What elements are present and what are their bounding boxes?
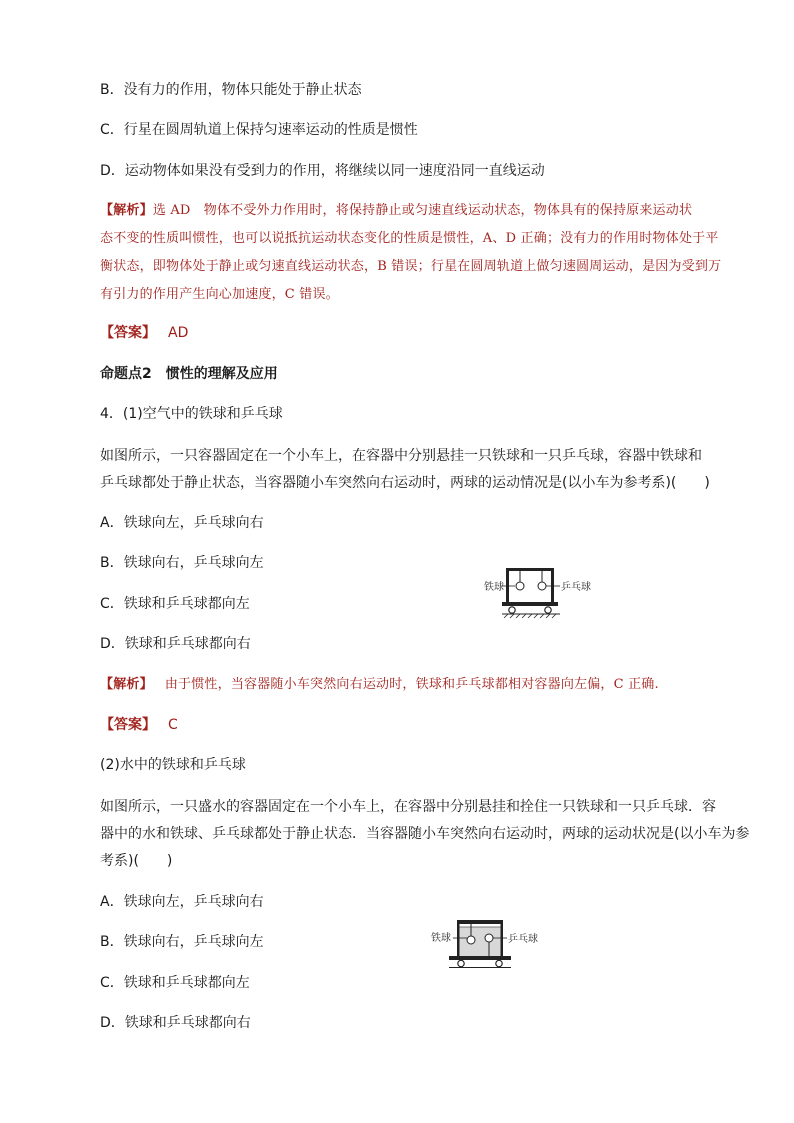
q4-2-stem-line-1: 如图所示，一只盛水的容器固定在一个小车上，在容器中分别悬挂和拴住一只铁球和一只乒乓球．容 bbox=[100, 799, 716, 815]
explanation-text: 由于惯性，当容器随小车突然向右运动时，铁球和乒乓球都相对容器向左偏，C 正确. bbox=[164, 677, 659, 692]
answer-value: AD bbox=[168, 325, 189, 341]
explanation-label: 【解析】 bbox=[100, 677, 153, 692]
q3-explanation-line-4: 有引力的作用产生向心加速度，C 错误。 bbox=[100, 287, 339, 302]
figure-label-iron: 铁球 bbox=[431, 933, 451, 944]
q3-option-c: C．行星在圆周轨道上保持匀速率运动的性质是惯性 bbox=[100, 122, 418, 138]
q4-2-option-a: A．铁球向左，乒乓球向右 bbox=[100, 894, 264, 910]
q4-2-stem-line-2: 器中的水和铁球、乒乓球都处于静止状态．当容器随小车突然向右运动时，两球的运动状况是(以小车为参 bbox=[100, 826, 750, 842]
q3-answer bbox=[100, 323, 188, 343]
explanation-text: 选 AD 物体不受外力作用时，将保持静止或匀速直线运动状态，物体具有的保持原来运动状 bbox=[152, 203, 693, 218]
q4-2-option-b: B．铁球向右，乒乓球向左 bbox=[100, 934, 264, 950]
q3-option-d: D．运动物体如果没有受到力的作用，将继续以同一速度沿同一直线运动 bbox=[100, 163, 545, 179]
q3-explanation-line-2: 态不变的性质叫惯性，也可以说抵抗运动状态变化的性质是惯性，A、D 正确；没有力的作用时物体处于平 bbox=[100, 231, 719, 246]
figure-water-cart bbox=[431, 918, 551, 972]
section-heading: 命题点2 惯性的理解及应用 bbox=[100, 366, 278, 382]
answer-label: 【答案】 bbox=[100, 717, 156, 733]
q4-2-stem-line-3: 考系)( ) bbox=[100, 853, 173, 869]
q4-stem-line-1: 如图所示，一只容器固定在一个小车上，在容器中分别悬挂一只铁球和一只乒乓球，容器中铁球和 bbox=[100, 448, 702, 464]
answer-value: C bbox=[168, 717, 178, 733]
figure-label-pingpong: 乒乓球 bbox=[508, 934, 538, 945]
q4-2-option-d: D．铁球和乒乓球都向右 bbox=[100, 1015, 251, 1031]
q4-2-option-c: C．铁球和乒乓球都向左 bbox=[100, 975, 250, 991]
q3-explanation-line-1 bbox=[100, 201, 692, 221]
q4-option-a: A．铁球向左，乒乓球向右 bbox=[100, 515, 264, 531]
q4-option-d: D．铁球和乒乓球都向右 bbox=[100, 636, 251, 652]
q3-option-b: B．没有力的作用，物体只能处于静止状态 bbox=[100, 82, 362, 98]
q4-option-c: C．铁球和乒乓球都向左 bbox=[100, 596, 250, 612]
q4-stem-line-2: 乒乓球都处于静止状态，当容器随小车突然向右运动时，两球的运动情况是(以小车为参考系)( ) bbox=[100, 475, 710, 491]
q4-2-title: (2)水中的铁球和乒乓球 bbox=[100, 757, 246, 773]
explanation-label: 【解析】 bbox=[100, 203, 153, 218]
q4-option-b: B．铁球向右，乒乓球向左 bbox=[100, 555, 264, 571]
answer-label: 【答案】 bbox=[100, 325, 156, 341]
figure-air-cart bbox=[484, 565, 596, 621]
q4-explanation bbox=[100, 675, 659, 695]
q3-explanation-line-3: 衡状态，即物体处于静止或匀速直线运动状态，B 错误；行星在圆周轨道上做匀速圆周运动，是因为受到万 bbox=[100, 259, 722, 274]
q4-answer bbox=[100, 715, 178, 735]
q4-title: 4．(1)空气中的铁球和乒乓球 bbox=[100, 406, 283, 422]
figure-label-pingpong: 乒乓球 bbox=[561, 582, 591, 593]
figure-label-iron: 铁球 bbox=[484, 582, 504, 593]
